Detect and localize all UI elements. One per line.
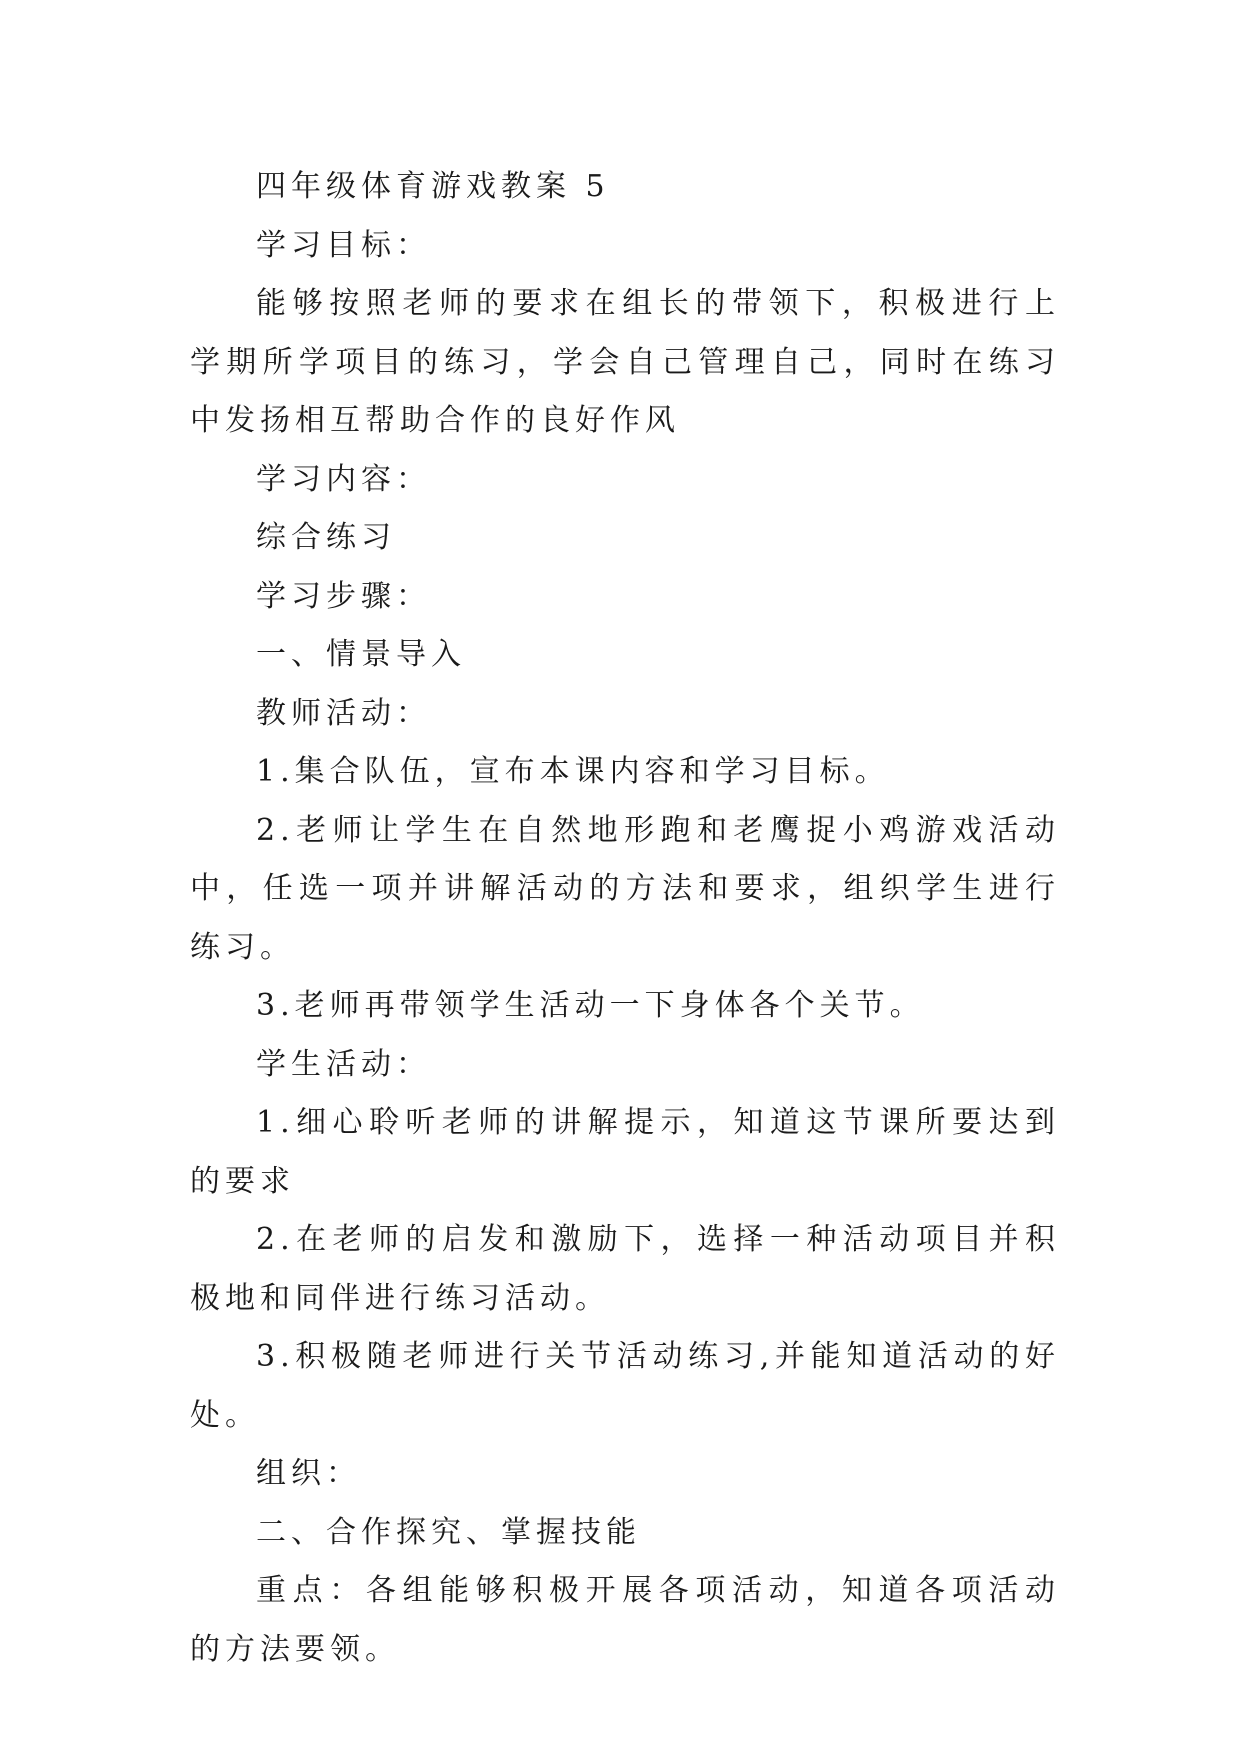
section-heading-learning-content: 学习内容： (256, 461, 431, 497)
teacher-activity-item: 3.老师再带领学生活动一下身体各个关节。 (256, 988, 925, 1023)
learning-content-text: 综合练习 (256, 520, 396, 555)
subheading-organization: 组织： (256, 1456, 361, 1491)
section-heading-learning-goals: 学习目标： (256, 227, 431, 263)
learning-goals-text: 能够按照老师的要求在组长的带领下，积极进行上学期所学项目的练习，学会自己管理自己，同时在练习中发扬相互帮助合作的良好作风 (190, 286, 1060, 438)
teacher-activity-item: 2.老师让学生在自然地形跑和老鹰捉小鸡游戏活动中，任选一项并讲解活动的方法和要求，组织学生进行练习。 (190, 812, 1060, 965)
subheading-teacher-activity: 教师活动： (256, 695, 431, 731)
document-body (190, 158, 1060, 1679)
student-activity-item: 1.细心聆听老师的讲解提示，知道这节课所要达到的要求 (190, 1105, 1060, 1199)
document-title: 四年级体育游戏教案 5 (256, 169, 610, 204)
section-heading-learning-steps: 学习步骤： (256, 578, 431, 614)
step-heading-scenario-intro: 一、情景导入 (256, 637, 466, 672)
teacher-activity-item: 1.集合队伍，宣布本课内容和学习目标。 (256, 754, 890, 789)
student-activity-item: 2.在老师的启发和激励下，选择一种活动项目并积极地和同伴进行练习活动。 (190, 1222, 1060, 1316)
subheading-student-activity: 学生活动： (256, 1046, 431, 1082)
key-point-text: 重点：各组能够积极开展各项活动，知道各项活动的方法要领。 (190, 1573, 1060, 1667)
step-heading-cooperative-inquiry: 二、合作探究、掌握技能 (256, 1514, 641, 1550)
student-activity-item: 3.积极随老师进行关节活动练习,并能知道活动的好处。 (190, 1339, 1060, 1433)
